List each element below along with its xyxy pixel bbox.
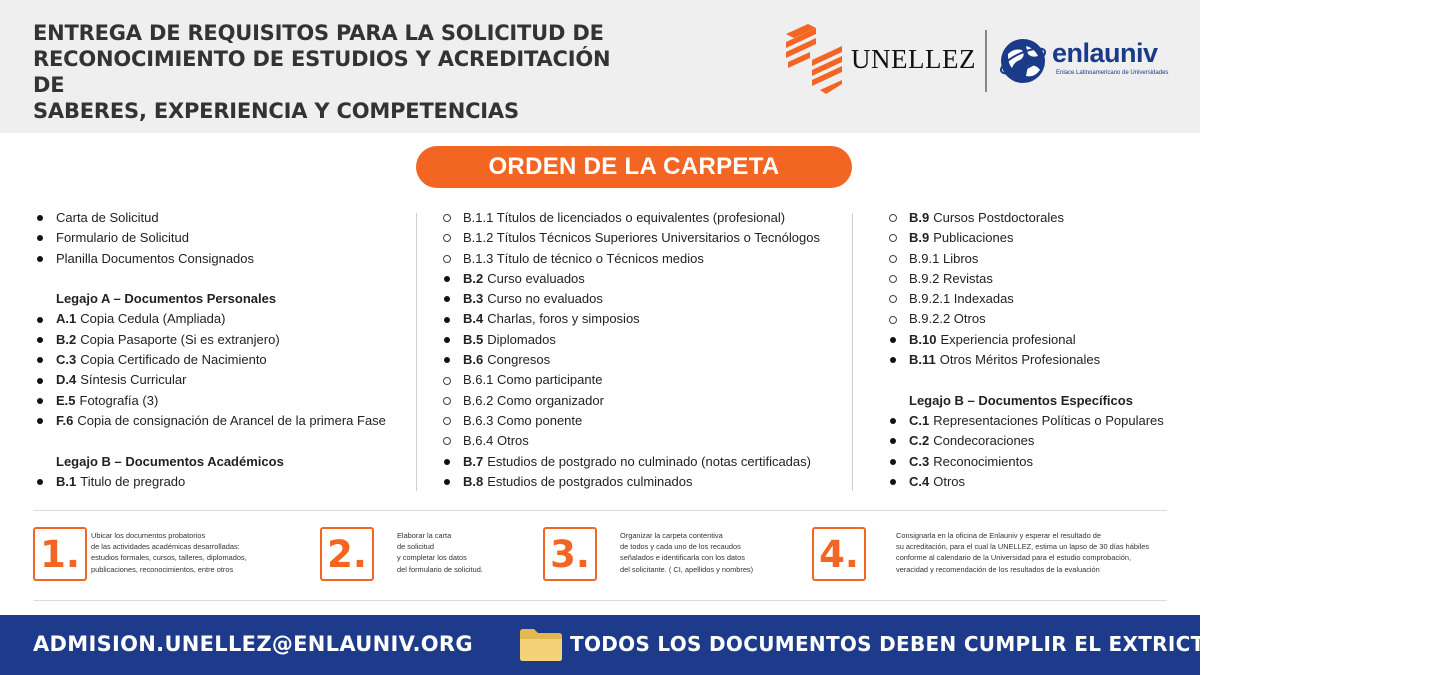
item-text: Congresos xyxy=(487,352,551,368)
bullet-filled-icon xyxy=(889,472,909,492)
item-code: C.4 xyxy=(909,473,930,489)
step-2-number: 2. xyxy=(320,527,374,581)
list-spacer xyxy=(36,431,406,451)
item-code: B.4 xyxy=(463,311,484,327)
item-text: Otros Méritos Profesionales xyxy=(939,352,1101,368)
list-item xyxy=(443,289,843,309)
bullet-hollow-icon xyxy=(889,208,909,228)
list-item xyxy=(443,452,843,472)
list-item xyxy=(36,391,406,411)
item-text: B.9.2.1 Indexadas xyxy=(909,291,1014,307)
item-code: E.5 xyxy=(56,392,76,408)
step-line: Organizar la carpeta contentiva xyxy=(620,531,723,540)
list-item xyxy=(889,431,1189,451)
title-line: ENTREGA DE REQUISITOS PARA LA SOLICITUD DE xyxy=(33,21,604,45)
bullet-hollow-icon xyxy=(889,269,909,289)
bullet-filled-icon xyxy=(889,350,909,370)
list-item xyxy=(889,208,1189,228)
bullet-hollow-icon xyxy=(889,249,909,269)
step-line: su acreditación, para el cual la UNELLEZ, estima un lapso de 30 días hábiles xyxy=(896,542,1150,552)
bullet-filled-icon xyxy=(36,371,56,391)
item-text: Copia Certificado de Nacimiento xyxy=(80,352,267,368)
item-text: Copia Pasaporte (Si es extranjero) xyxy=(80,331,280,347)
section-heading: Legajo A – Documentos Personales xyxy=(56,291,277,307)
list-item xyxy=(443,370,843,390)
item-text: B.1.2 Títulos Técnicos Superiores Universitarios o Tecnólogos xyxy=(463,230,820,246)
bullet-filled-icon xyxy=(443,269,463,289)
title-line: RECONOCIMIENTO DE ESTUDIOS Y ACREDITACIÓN DE xyxy=(33,47,611,97)
step-2-text xyxy=(397,530,483,575)
bullet-hollow-icon xyxy=(443,228,463,248)
list-spacer xyxy=(36,269,406,289)
bullet-hollow-icon xyxy=(889,310,909,330)
item-text: Cursos Postdoctorales xyxy=(933,210,1065,225)
step-line: señalados e identificarla con los datos xyxy=(620,553,745,563)
list-spacer xyxy=(889,370,1189,390)
list-item xyxy=(889,330,1189,350)
bullet-filled-icon xyxy=(36,411,56,431)
list-item xyxy=(889,452,1189,472)
section-heading: Legajo B – Documentos Académicos xyxy=(56,453,284,469)
item-text: Representaciones Políticas o Populares xyxy=(933,412,1164,428)
item-text: B.6.1 Como participante xyxy=(463,372,603,388)
item-text: Charlas, foros y simposios xyxy=(487,311,640,327)
unellez-logo xyxy=(786,24,976,94)
item-text: B.6.4 Otros xyxy=(463,433,529,449)
step-line: Ubicar los documentos probatorios xyxy=(91,531,206,540)
contact-email: ADMISION.UNELLEZ@ENLAUNIV.ORG xyxy=(33,632,473,656)
page-title xyxy=(33,20,633,124)
list-item xyxy=(889,249,1189,269)
item-code: C.3 xyxy=(56,352,77,368)
item-text: Fotografía (3) xyxy=(79,392,159,408)
item-text: Copia de consignación de Arancel de la primera Fase xyxy=(77,412,386,428)
bullet-hollow-icon xyxy=(443,371,463,391)
item-text: Titulo de pregrado xyxy=(80,473,186,489)
bullet-filled-icon xyxy=(889,330,909,350)
list-item xyxy=(443,208,843,228)
list-item xyxy=(443,228,843,248)
bullet-filled-icon xyxy=(36,310,56,330)
step-line: Consignarla en la oficina de Enlauniv y esperar el resultado de xyxy=(896,531,1102,540)
item-code: C.2 xyxy=(909,433,930,449)
list-item xyxy=(36,350,406,370)
bullet-filled-icon xyxy=(36,208,56,228)
bullet-filled-icon xyxy=(443,472,463,492)
item-text: B.9.1 Libros xyxy=(909,250,979,266)
step-4-text xyxy=(896,530,1149,575)
list-item xyxy=(443,431,843,451)
item-code: B.11 xyxy=(909,352,936,368)
item-code: B.7 xyxy=(463,453,484,469)
item-text: B.9.2.2 Otros xyxy=(909,311,986,327)
bullet-filled-icon xyxy=(443,289,463,309)
item-code: B.3 xyxy=(463,291,484,307)
item-text: B.9.2 Revistas xyxy=(909,270,993,286)
item-text: Publicaciones xyxy=(933,230,1014,246)
enlauniv-wordmark: enlauniv xyxy=(1052,38,1158,68)
item-code: B.8 xyxy=(463,473,484,489)
list-item xyxy=(889,472,1189,492)
bullet-filled-icon xyxy=(36,228,56,248)
list-item xyxy=(443,330,843,350)
list-item xyxy=(889,269,1189,289)
bullet-filled-icon xyxy=(889,411,909,431)
item-text: B.1.3 Título de técnico o Técnicos medios xyxy=(463,250,704,266)
item-code: B.1 xyxy=(56,473,77,489)
item-code: B.2 xyxy=(463,270,484,286)
steps-top-divider xyxy=(33,510,1167,511)
step-line: conforme al calendario de la Universidad para el estudio comprobación, xyxy=(896,553,1131,563)
bullet-hollow-icon xyxy=(443,411,463,431)
list-item xyxy=(36,370,406,390)
bullet-hollow-icon xyxy=(443,391,463,411)
list-item xyxy=(36,411,406,431)
step-line: del solicitante. ( CI, apellidos y nombres) xyxy=(620,564,754,574)
bullet-filled-icon xyxy=(36,350,56,370)
list-item xyxy=(36,249,406,269)
item-text: B.6.3 Como ponente xyxy=(463,412,583,428)
bullet-filled-icon xyxy=(889,431,909,451)
item-code: B.9 xyxy=(909,210,930,225)
item-text: Diplomados xyxy=(487,331,556,347)
column-divider xyxy=(416,213,417,491)
list-item xyxy=(36,472,406,492)
item-code: C.1 xyxy=(909,412,930,428)
folder-icon xyxy=(520,628,562,661)
step-line: de las actividades académicas desarrolladas: xyxy=(91,542,240,552)
list-item xyxy=(443,309,843,329)
enlauniv-subtitle: Enlace Latinoamericano de Universidades xyxy=(1056,70,1169,76)
item-code: B.9 xyxy=(909,230,930,246)
list-item xyxy=(889,289,1189,309)
list-item xyxy=(443,411,843,431)
step-line: del formulario de solicitud. xyxy=(397,564,483,574)
bullet-filled-icon xyxy=(36,472,56,492)
list-item xyxy=(889,309,1189,329)
list-item xyxy=(443,249,843,269)
list-item xyxy=(443,391,843,411)
bullet-hollow-icon xyxy=(889,289,909,309)
item-text: Curso evaluados xyxy=(487,270,585,286)
item-text: Carta de Solicitud xyxy=(56,210,159,225)
section-heading: Legajo B – Documentos Específicos xyxy=(909,392,1133,408)
item-text: Reconocimientos xyxy=(933,453,1033,469)
list-item xyxy=(443,269,843,289)
item-text: Curso no evaluados xyxy=(487,291,603,307)
list-item xyxy=(889,411,1189,431)
bullet-filled-icon xyxy=(443,350,463,370)
section-title-pill: ORDEN DE LA CARPETA xyxy=(416,146,852,188)
bullet-filled-icon xyxy=(36,330,56,350)
step-line: de solicitud xyxy=(397,542,434,552)
column-divider xyxy=(852,213,853,491)
list-item xyxy=(36,228,406,248)
bullet-filled-icon xyxy=(889,452,909,472)
bullet-filled-icon xyxy=(443,330,463,350)
list-item xyxy=(36,330,406,350)
step-line: Elaborar la carta xyxy=(397,531,452,540)
footer-message: TODOS LOS DOCUMENTOS DEBEN CUMPLIR EL EXTRICTO ORDEN SOLICITADO xyxy=(570,632,1455,656)
item-text: B.6.2 Como organizador xyxy=(463,392,604,408)
list-item xyxy=(443,472,843,492)
list-item xyxy=(443,350,843,370)
item-code: F.6 xyxy=(56,412,74,428)
step-line: y completar los datos xyxy=(397,553,467,563)
step-line: estudios formales, cursos, talleres, diplomados, xyxy=(91,553,247,563)
item-text: B.1.1 Títulos de licenciados o equivalentes (profesional) xyxy=(463,210,786,225)
footer xyxy=(0,615,1455,675)
item-text: Planilla Documentos Consignados xyxy=(56,250,255,266)
unellez-mark-icon xyxy=(786,24,842,94)
step-1-text xyxy=(91,530,247,575)
item-text: Experiencia profesional xyxy=(940,331,1076,347)
item-text: Copia Cedula (Ampliada) xyxy=(80,311,226,327)
item-code: A.1 xyxy=(56,311,77,327)
item-code: B.6 xyxy=(463,352,484,368)
step-3-number: 3. xyxy=(543,527,597,581)
step-4-number: 4. xyxy=(812,527,866,581)
globe-icon xyxy=(998,36,1048,86)
step-1-number: 1. xyxy=(33,527,87,581)
bullet-filled-icon xyxy=(36,391,56,411)
item-text: Condecoraciones xyxy=(933,433,1035,449)
list-item xyxy=(889,350,1189,370)
item-code: B.2 xyxy=(56,331,77,347)
bullet-hollow-icon xyxy=(443,431,463,451)
title-line: SABERES, EXPERIENCIA Y COMPETENCIAS xyxy=(33,99,519,123)
step-line: publicaciones, reconocimientos, entre otros xyxy=(91,564,234,574)
bullet-hollow-icon xyxy=(889,228,909,248)
list-item xyxy=(36,309,406,329)
item-text: Estudios de postgrado no culminado (notas certificadas) xyxy=(487,453,811,469)
bullet-filled-icon xyxy=(36,249,56,269)
list-item xyxy=(36,208,406,228)
item-code: B.10 xyxy=(909,331,937,347)
item-text: Síntesis Curricular xyxy=(80,372,187,388)
item-text: Formulario de Solicitud xyxy=(56,230,189,246)
step-line: veracidad y recomendación de los resultados de la evaluación xyxy=(896,564,1100,574)
step-line: de todos y cada uno de los recaudos xyxy=(620,542,741,552)
requirements-column-3 xyxy=(889,208,1189,492)
unellez-wordmark: UNELLEZ xyxy=(851,44,976,74)
item-text: Estudios de postgrados culminados xyxy=(487,473,693,489)
requirements-column-1 xyxy=(36,208,406,492)
bullet-hollow-icon xyxy=(443,208,463,228)
bullet-filled-icon xyxy=(443,310,463,330)
logo-divider xyxy=(985,30,987,92)
item-text: Otros xyxy=(933,473,966,489)
step-3-text xyxy=(620,530,753,575)
list-item xyxy=(889,228,1189,248)
item-code: C.3 xyxy=(909,453,930,469)
enlauniv-logo xyxy=(998,36,1168,86)
bullet-hollow-icon xyxy=(443,249,463,269)
header xyxy=(0,0,1200,133)
requirements-column-2 xyxy=(443,208,843,492)
bullet-filled-icon xyxy=(443,452,463,472)
steps-bottom-divider xyxy=(33,600,1167,601)
item-code: B.5 xyxy=(463,331,484,347)
item-code: D.4 xyxy=(56,372,77,388)
